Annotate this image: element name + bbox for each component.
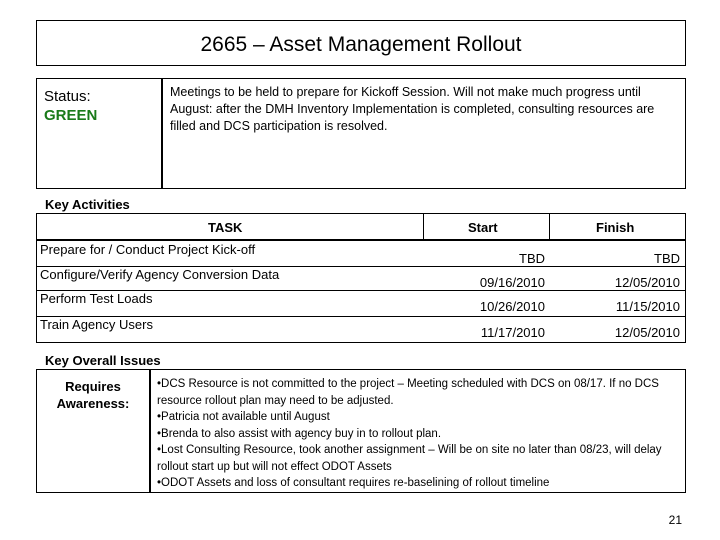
column-finish: Finish: [596, 220, 635, 235]
task-cell: Prepare for / Conduct Project Kick-off: [40, 242, 256, 257]
issues-box: [150, 369, 686, 493]
list-item: •ODOT Assets and loss of consultant requires re-baselining of rollout timeline: [157, 477, 550, 489]
issue-category-line: Requires: [65, 379, 121, 394]
column-start: Start: [468, 220, 498, 235]
status-description: Meetings to be held to prepare for Kickoff Session. Will not make much progress until August: after the DMH Inventory Implementation is completed, consulting resources are filled and DCS participation is resolved.: [170, 85, 655, 133]
header-divider-2: [549, 213, 550, 241]
start-cell: 10/26/2010: [479, 299, 545, 314]
column-task: TASK: [208, 220, 243, 235]
start-cell: 11/17/2010: [480, 325, 545, 340]
task-cell: Perform Test Loads: [40, 291, 153, 306]
status-value: GREEN: [44, 107, 98, 124]
status-description-box: [162, 78, 686, 189]
issue-category: [37, 378, 149, 412]
finish-cell: TBD: [654, 251, 680, 266]
finish-cell: 12/05/2010: [614, 325, 680, 340]
list-item: •Patricia not available until August: [157, 411, 330, 423]
issues-list: [157, 376, 665, 492]
status-box: [36, 78, 162, 189]
start-cell: 09/16/2010: [479, 275, 545, 290]
header-divider-1: [423, 213, 424, 241]
finish-cell: 11/15/2010: [615, 299, 680, 314]
table-left-border: [36, 213, 37, 343]
issue-category-line: Awareness:: [56, 396, 130, 411]
key-activities-heading: Key Activities: [45, 197, 130, 212]
list-item: •DCS Resource is not committed to the project – Meeting scheduled with DCS on 08/17. If no DCS resource rollout plan may need to be adjusted.: [157, 378, 659, 407]
list-item: •Brenda to also assist with agency buy in to rollout plan.: [157, 427, 442, 440]
status-label: Status:: [44, 88, 91, 105]
list-item: •Lost Consulting Resource, took another assignment – Will be on site no later than 08/23, will delay rollout start up but will not effect ODOT Assets: [157, 444, 662, 473]
activities-table-header: [36, 213, 686, 241]
issue-category-box: [36, 369, 150, 493]
table-right-border: [685, 213, 686, 343]
task-cell: Configure/Verify Agency Conversion Data: [40, 267, 280, 282]
page-number: 21: [668, 513, 682, 527]
page-title: 2665 – Asset Management Rollout: [200, 33, 522, 56]
row-divider: [36, 342, 686, 343]
task-cell: Train Agency Users: [40, 317, 153, 332]
start-cell: TBD: [519, 251, 545, 266]
title-box: [36, 20, 686, 66]
key-issues-heading: Key Overall Issues: [45, 353, 161, 368]
finish-cell: 12/05/2010: [614, 275, 680, 290]
